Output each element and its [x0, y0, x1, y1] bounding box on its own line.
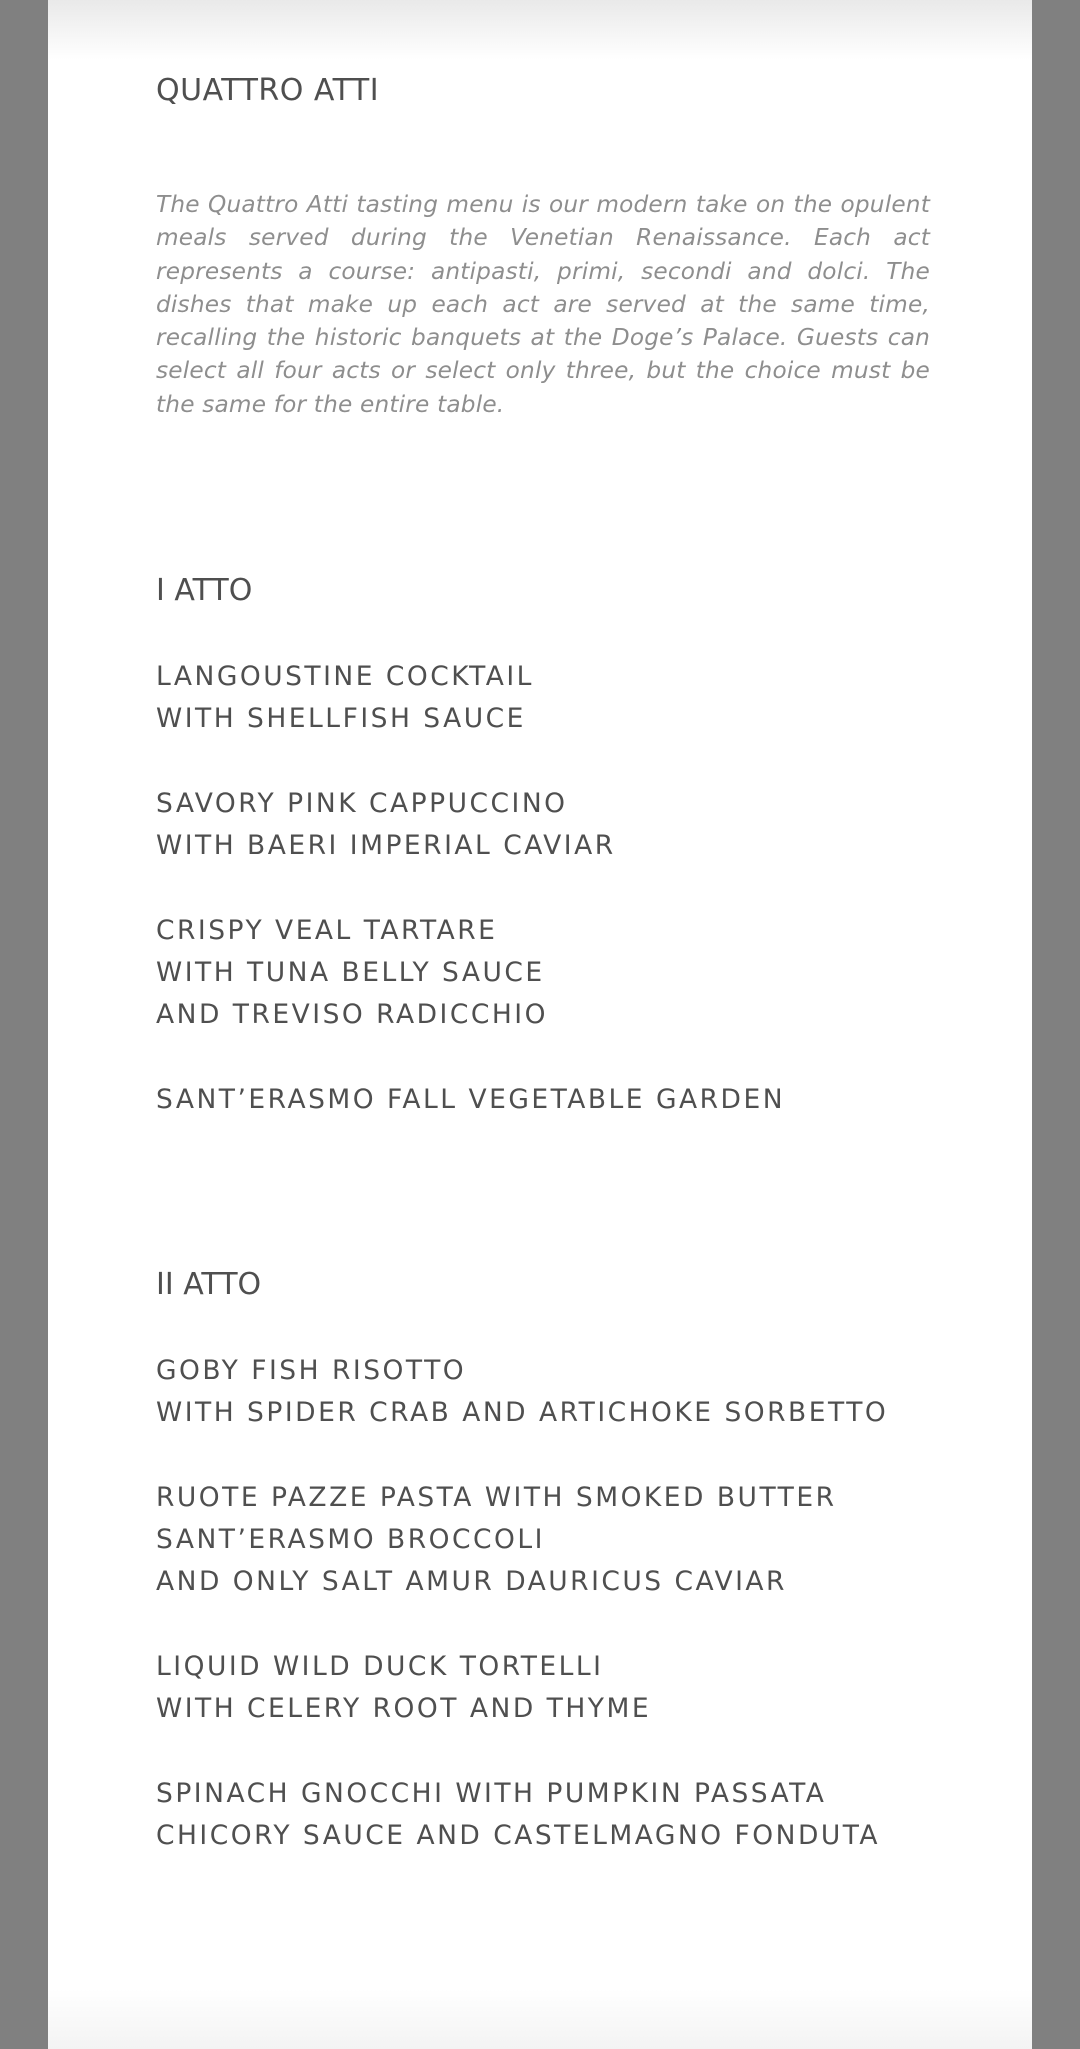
menu-page: [48, 0, 1032, 2049]
menu-dish: [156, 1646, 930, 1730]
dish-line: SAVORY PINK CAPPUCCINO: [156, 788, 568, 819]
dish-list: [156, 656, 930, 1121]
menu-dish: [156, 783, 930, 867]
dish-line: RUOTE PAZZE PASTA WITH SMOKED BUTTER: [156, 1482, 837, 1513]
dish-line: WITH SHELLFISH SAUCE: [156, 703, 526, 734]
dish-list: [156, 1350, 930, 1857]
dish-line: WITH BAERI IMPERIAL CAVIAR: [156, 830, 616, 861]
dish-line: AND TREVISO RADICCHIO: [156, 999, 548, 1030]
dish-line: WITH SPIDER CRAB AND ARTICHOKE SORBETTO: [156, 1397, 889, 1428]
menu-intro: The Quattro Atti tasting menu is our modern take on the opulent meals served during the Venetian Renaissance. Each act represents a course: antipasti, primi, secondi and dolci. The dishes that make up each act are served at the same time, recalling the historic banquets at the Doge’s Palace. Guests can select all four acts or select only three, but the choice must be the same for the entire table.: [156, 191, 930, 418]
act-title: I ATTO: [156, 573, 253, 608]
menu-content: [156, 72, 930, 1851]
dish-line: CRISPY VEAL TARTARE: [156, 915, 498, 946]
dish-line: WITH CELERY ROOT AND THYME: [156, 1693, 652, 1724]
menu-dish: [156, 1773, 930, 1857]
menu-dish: [156, 1350, 930, 1434]
dish-line: SPINACH GNOCCHI WITH PUMPKIN PASSATA: [156, 1778, 827, 1809]
dish-line: WITH TUNA BELLY SAUCE: [156, 957, 545, 988]
act-section: [156, 1266, 930, 1857]
menu-dish: [156, 910, 930, 1036]
dish-line: SANT’ERASMO BROCCOLI: [156, 1524, 545, 1555]
act-section: [156, 572, 930, 1121]
dish-line: SANT’ERASMO FALL VEGETABLE GARDEN: [156, 1084, 786, 1115]
act-title: II ATTO: [156, 1267, 262, 1302]
menu-dish: [156, 656, 930, 740]
menu-dish: [156, 1079, 930, 1121]
dish-line: GOBY FISH RISOTTO: [156, 1355, 467, 1386]
dish-line: AND ONLY SALT AMUR DAURICUS CAVIAR: [156, 1566, 787, 1597]
menu-dish: [156, 1477, 930, 1603]
dish-line: LIQUID WILD DUCK TORTELLI: [156, 1651, 604, 1682]
dish-line: CHICORY SAUCE AND CASTELMAGNO FONDUTA: [156, 1820, 881, 1851]
menu-title: QUATTRO ATTI: [156, 73, 380, 108]
dish-line: LANGOUSTINE COCKTAIL: [156, 661, 534, 692]
